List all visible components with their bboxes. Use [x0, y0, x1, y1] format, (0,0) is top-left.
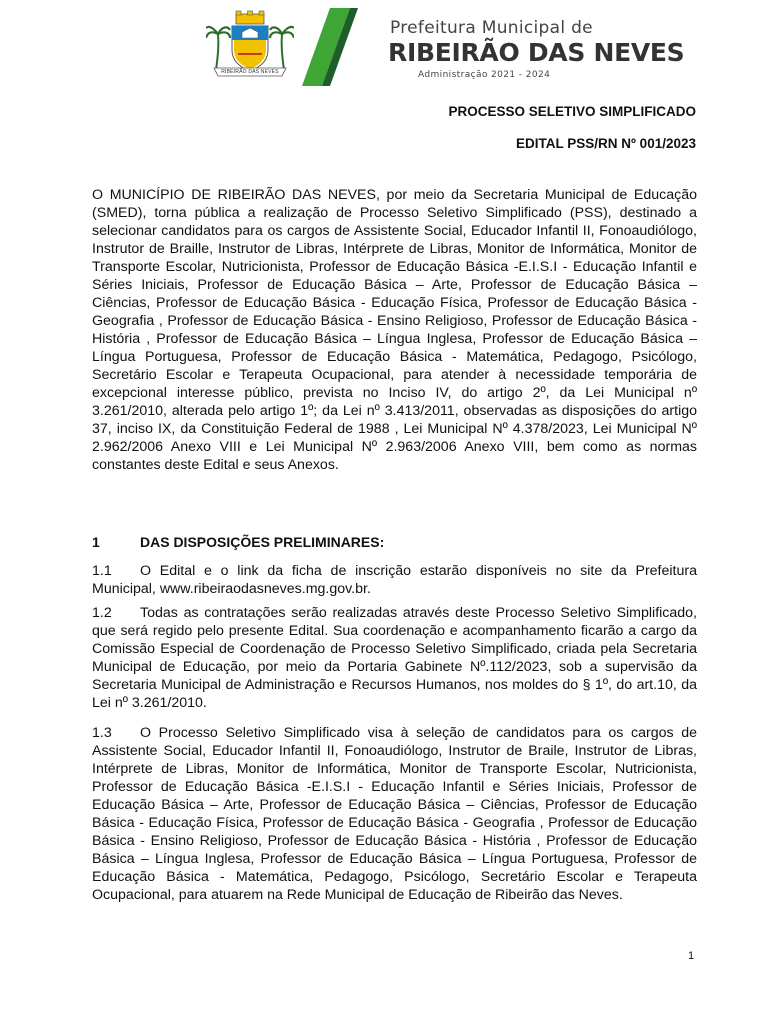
- org-name-line1: Prefeitura Municipal de: [390, 18, 593, 38]
- paragraph-1-1: [92, 562, 697, 598]
- paragraph-1-3: [92, 724, 697, 904]
- section-title: DAS DISPOSIÇÕES PRELIMINARES:: [140, 534, 385, 550]
- intro-paragraph: O MUNICÍPIO DE RIBEIRÃO DAS NEVES, por meio da Secretaria Municipal de Educação (SMED), torna pública a realização de Processo Seletivo Simplificado (PSS), destinado a selecionar candidatos para os cargos de Assistente Social, Educador Infantil II, Fonoaudiólogo, Instrutor de Braille, Instrutor de Libras, Intérprete de Libras, Monitor de Informática, Monitor de Transporte Escolar, Nutricionista, Professor de Educação Básica -E.I.S.I - Educação Infantil e Séries Iniciais, Professor de Educação Básica – Arte, Professor de Educação Básica – Ciências, Professor de Educação Básica - Educação Física, Professor de Educação Básica - Geografia , Professor de Educação Básica - Ensino Religioso, Professor de Educação Básica - História , Professor de Educação Básica – Língua Inglesa, Professor de Educação Básica – Língua Portuguesa, Professor de Educação Básica - Matemática, Pedagogo, Psicólogo, Secretário Escolar e Terapeuta Ocupacional, para atender à necessidade temporária de excepcional interesse público, prevista no Inciso IV, do artigo 2º, da Lei Municipal nº 3.261/2010, alterada pelo artigo 1º; da Lei nº 3.413/2011, observadas as disposições do artigo 37, inciso IX, da Constituição Federal de 1988 , Lei Municipal Nº 4.378/2023, Lei Municipal Nº 2.962/2006 Anexo VIII e Lei Municipal Nº 2.963/2006 Anexo VIII, bem como as normas constantes deste Edital e seus Anexos.: [92, 187, 697, 473]
- item-text: O Processo Seletivo Simplificado visa à seleção de candidatos para os cargos de Assistente Social, Educador Infantil II, Fonoaudiólogo, Instrutor de Braile, Instrutor de Libras, Intérprete de Libras, Monitor de Informática, Monitor de Transporte Escolar, Nutricionista, Professor de Educação Básica -E.I.S.I - Educação Infantil e Séries Iniciais, Professor de Educação Básica – Arte, Professor de Educação Básica – Ciências, Professor de Educação Básica - Educação Física, Professor de Educação Básica - Geografia , Professor de Educação Básica - Ensino Religioso, Professor de Educação Básica - História , Professor de Educação Básica – Língua Inglesa, Professor de Educação Básica – Língua Portuguesa, Professor de Educação Básica - Matemática, Pedagogo, Psicólogo, Secretário Escolar e Terapeuta Ocupacional, para atuarem na Rede Municipal de Educação de Ribeirão das Neves.: [92, 725, 697, 903]
- letterhead: [0, 0, 770, 92]
- page-number: 1: [688, 950, 695, 962]
- crest-label: RIBEIRÃO DAS NEVES: [221, 69, 279, 75]
- brand-stripes-icon: [300, 8, 360, 86]
- item-number: 1.2: [92, 605, 112, 621]
- item-text: Todas as contratações serão realizadas através deste Processo Seletivo Simplificado, que será regido pelo presente Edital. Sua coordenação e acompanhamento ficarão a cargo da Comissão Especial de Coordenação de Processo Seletivo Simplificado, criada pela Secretaria Municipal de Educação, por meio da Portaria Gabinete Nº.112/2023, sob a supervisão da Secretaria Municipal de Administração e Recursos Humanos, nos moldes do § 1º, do art.10, da Lei nº 3.261/2010.: [92, 605, 697, 711]
- org-name-line2: RIBEIRÃO DAS NEVES: [388, 38, 685, 67]
- document-title: PROCESSO SELETIVO SIMPLIFICADO: [448, 104, 696, 119]
- paragraph-1-2: [92, 604, 697, 712]
- section-number: 1: [92, 534, 100, 550]
- administration-period: Administração 2021 - 2024: [418, 70, 551, 80]
- item-number: 1.3: [92, 725, 112, 741]
- item-text: O Edital e o link da ficha de inscrição estarão disponíveis no site da Prefeitura Municipal, www.ribeiraodasneves.mg.gov.br.: [92, 563, 697, 597]
- item-number: 1.1: [92, 563, 112, 579]
- edital-number: EDITAL PSS/RN Nº 001/2023: [515, 136, 696, 151]
